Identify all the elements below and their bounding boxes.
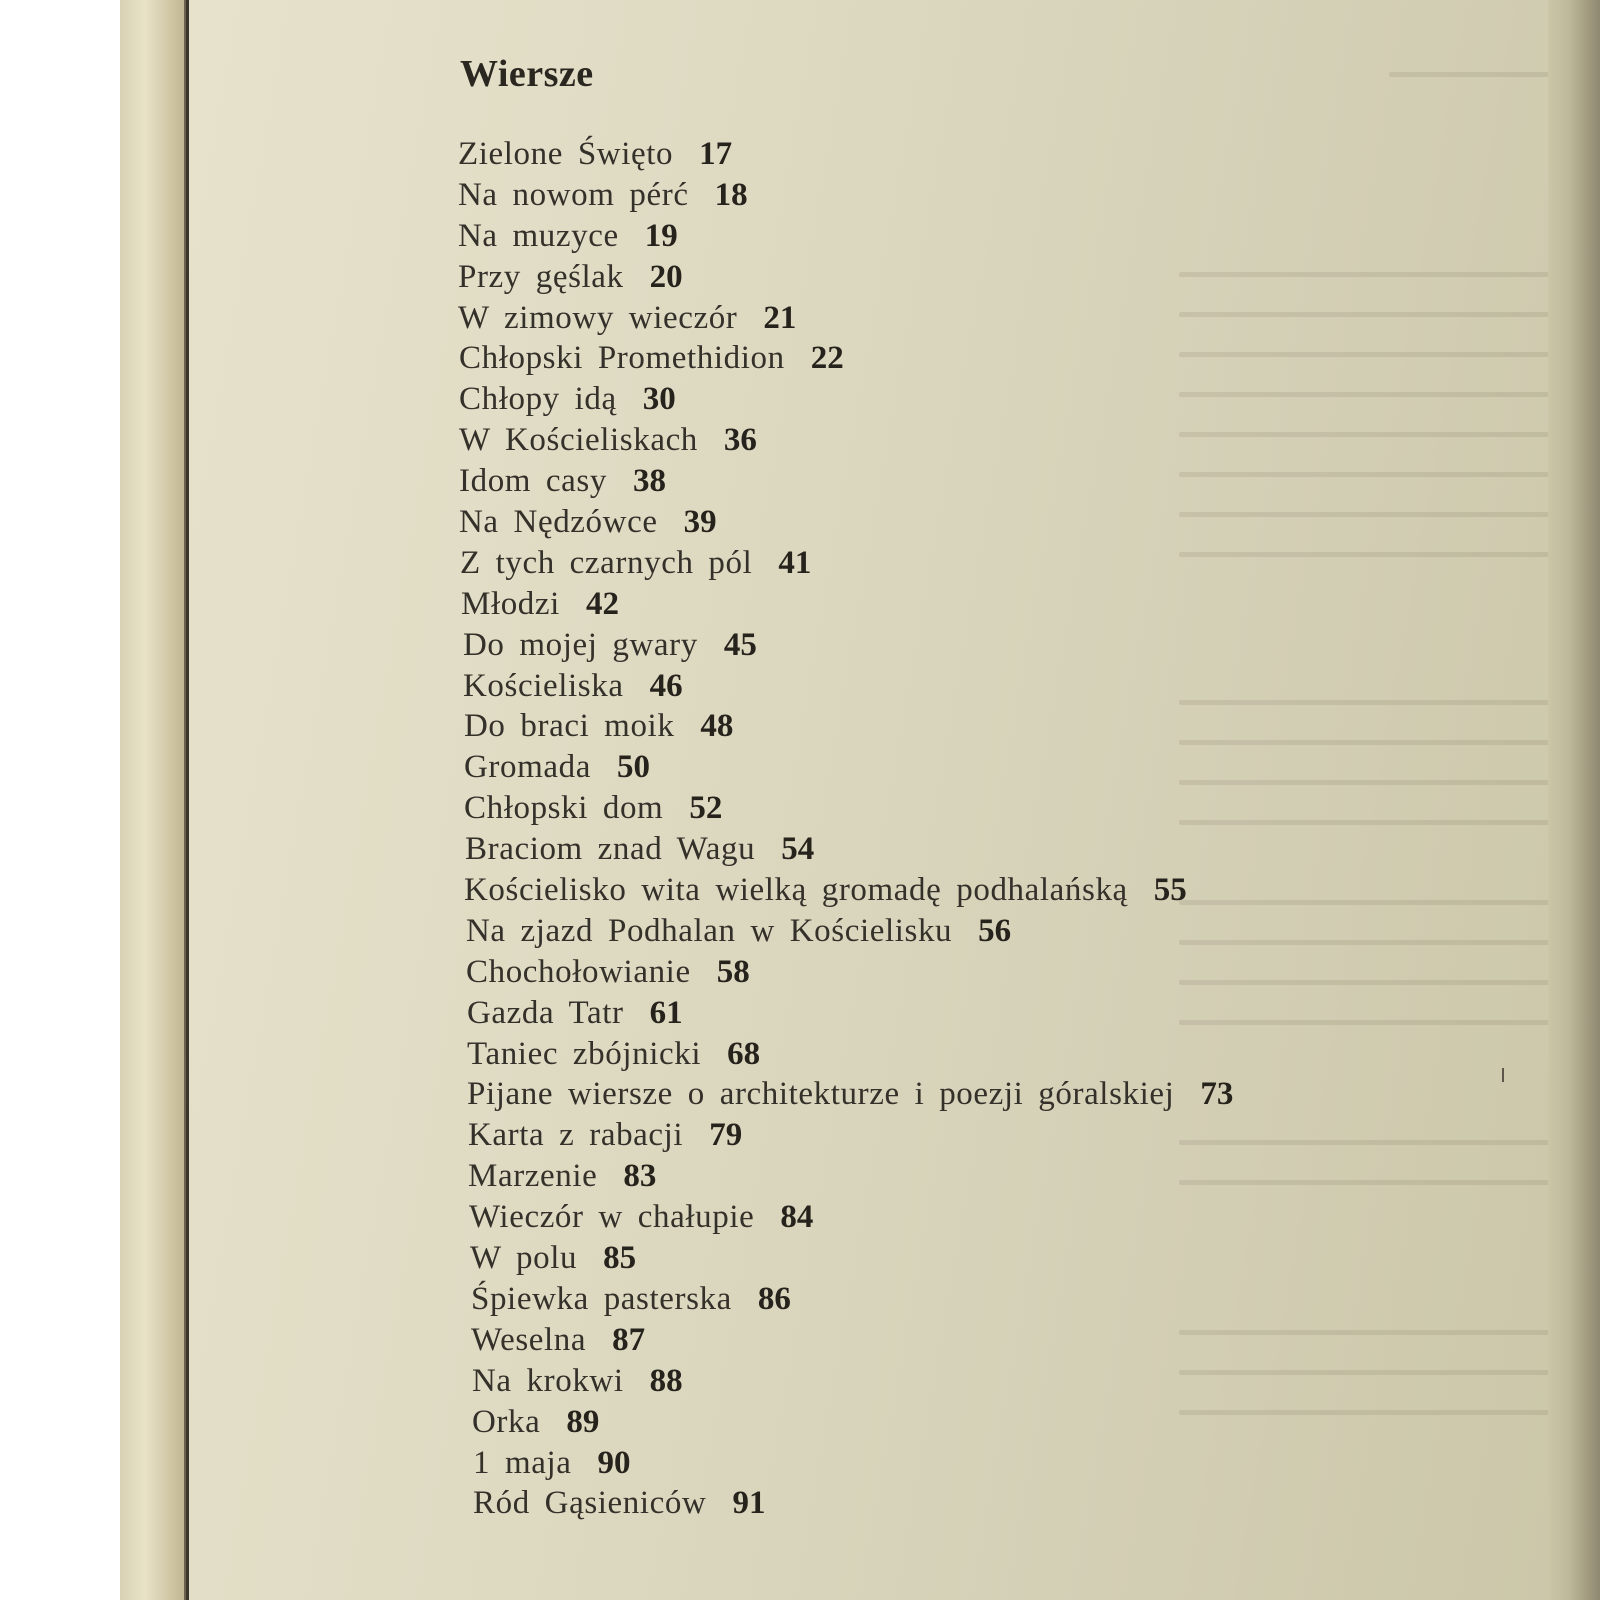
toc-entry [458,175,1233,216]
entry-title: Młodzi [461,585,560,622]
entry-title: Kościelisko wita wielką gromadę podhalańską [464,872,1128,909]
entry-page-number: 18 [714,176,748,213]
section-heading: Wiersze [460,53,594,95]
entry-title: Do mojej gwary [463,626,698,663]
entry-title: Pijane wiersze o architekturze i poezji góralskiej [467,1076,1175,1113]
entry-page-number: 58 [716,953,750,990]
entry-page-number: 36 [723,422,757,459]
toc-entry [458,1115,1233,1156]
page-edges [120,0,192,1600]
toc-entry [458,911,1233,952]
entry-page-number: 89 [566,1403,600,1440]
entry-page-number: 91 [732,1485,766,1522]
toc-entry [458,1279,1233,1320]
entry-page-number: 48 [700,708,734,745]
entry-page-number: 46 [649,667,683,704]
toc-list [458,134,1233,1524]
entry-page-number: 54 [781,831,815,868]
toc-entry [458,1034,1233,1075]
entry-title: Na nowom pérć [458,176,689,213]
entry-title: Do braci moik [464,708,675,745]
toc-entry [458,257,1233,298]
toc-entry [458,788,1233,829]
toc-entry [458,666,1233,707]
entry-title: Chłopski Promethidion [459,340,785,377]
toc-entry [458,216,1233,257]
entry-title: Gazda Tatr [467,994,624,1031]
entry-page-number: 86 [757,1280,791,1317]
toc-entry [458,502,1233,543]
toc-entry [458,461,1233,502]
entry-title: Weselna [471,1321,587,1358]
entry-page-number: 19 [644,217,678,254]
entry-title: Na muzyce [458,217,619,254]
entry-title: Marzenie [468,1158,598,1195]
entry-title: Kościeliska [463,667,624,704]
entry-page-number: 87 [612,1321,646,1358]
toc-entry [458,870,1233,911]
toc-entry [458,379,1233,420]
toc-entry [458,1443,1233,1484]
toc-entry [458,829,1233,870]
entry-title: W zimowy wieczór [458,299,738,336]
entry-page-number: 20 [649,258,683,295]
toc-entry [458,1156,1233,1197]
entry-page-number: 45 [723,626,757,663]
toc-entry [458,1074,1233,1115]
toc-entry [458,1361,1233,1402]
entry-page-number: 61 [649,994,683,1031]
toc-entry [458,993,1233,1034]
entry-page-number: 22 [810,340,844,377]
entry-page-number: 38 [632,463,666,500]
entry-page-number: 73 [1200,1076,1234,1113]
entry-title: Ród Gąsieniców [473,1485,707,1522]
entry-page-number: 84 [780,1199,814,1236]
toc-entry [458,1238,1233,1279]
toc-entry [458,1483,1233,1524]
entry-title: Karta z rabacji [468,1117,684,1154]
toc-entry [458,584,1233,625]
entry-title: Wieczór w chałupie [469,1199,755,1236]
toc-entry [458,1402,1233,1443]
toc-entry [458,543,1233,584]
toc-entry [458,420,1233,461]
entry-title: Na krokwi [472,1362,624,1399]
entry-page-number: 88 [649,1362,683,1399]
entry-title: W Kościeliskach [459,422,698,459]
toc-entry [458,706,1233,747]
entry-page-number: 42 [585,585,619,622]
table-of-contents [458,52,1518,1552]
toc-entry [458,747,1233,788]
entry-page-number: 41 [778,544,812,581]
entry-page-number: 52 [689,790,723,827]
entry-page-number: 56 [978,912,1012,949]
entry-page-number: 17 [699,136,733,172]
entry-page-number: 85 [603,1240,637,1277]
next-page-edge [1548,0,1600,1600]
entry-title: Z tych czarnych pól [460,544,753,581]
entry-page-number: 79 [709,1117,743,1154]
entry-title: Przy gęślak [458,258,624,295]
entry-title: Idom casy [459,463,607,500]
entry-title: Chochołowianie [466,953,691,990]
entry-page-number: 50 [616,749,650,786]
toc-entry [458,625,1233,666]
toc-entry [458,338,1233,379]
entry-title: W polu [470,1240,578,1277]
entry-title: 1 maja [473,1444,572,1481]
entry-page-number: 39 [683,504,717,541]
entry-page-number: 21 [763,299,797,336]
toc-entry [458,1320,1233,1361]
entry-page-number: 30 [642,381,676,418]
entry-title: Chłopy idą [459,381,617,418]
entry-title: Taniec zbójnicki [467,1035,702,1072]
entry-title: Na zjazd Podhalan w Kościelisku [466,912,953,949]
entry-title: Śpiewka pasterska [471,1280,732,1317]
toc-entry [458,1197,1233,1238]
entry-title: Orka [472,1403,541,1440]
entry-title: Zielone Święto [458,136,674,172]
entry-title: Na Nędzówce [459,504,658,541]
toc-entry [458,298,1233,339]
entry-title: Chłopski dom [464,790,664,827]
entry-title: Gromada [464,749,591,786]
toc-entry [458,952,1233,993]
entry-page-number: 83 [623,1158,657,1195]
entry-page-number: 90 [597,1444,631,1481]
entry-page-number: 68 [727,1035,761,1072]
toc-entry [458,134,1233,175]
entry-page-number: 55 [1153,872,1187,909]
entry-title: Braciom znad Wagu [465,831,756,868]
